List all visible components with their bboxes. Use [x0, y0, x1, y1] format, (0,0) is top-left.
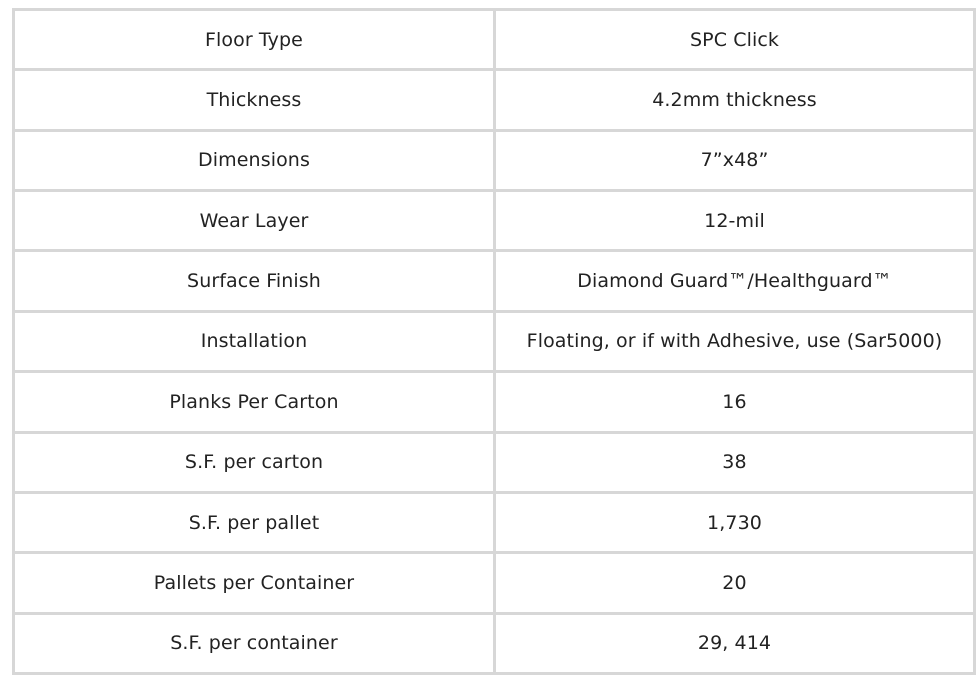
row-value: 20 — [495, 553, 975, 613]
row-value: 7”x48” — [495, 130, 975, 190]
row-label: Surface Finish — [14, 251, 495, 311]
row-label: Installation — [14, 311, 495, 371]
spec-table-body — [14, 10, 975, 674]
row-label: Pallets per Container — [14, 553, 495, 613]
table-row-sf-per-carton — [14, 432, 975, 492]
row-value: 1,730 — [495, 492, 975, 552]
table-row-thickness — [14, 70, 975, 130]
row-value: 29, 414 — [495, 613, 975, 673]
row-value: SPC Click — [495, 10, 975, 70]
table-row-installation — [14, 311, 975, 371]
row-label: Planks Per Carton — [14, 372, 495, 432]
row-value: 38 — [495, 432, 975, 492]
spec-table — [12, 8, 976, 675]
row-label: Floor Type — [14, 10, 495, 70]
row-label: S.F. per carton — [14, 432, 495, 492]
table-row-pallets-per-container — [14, 553, 975, 613]
table-row-planks-per-carton — [14, 372, 975, 432]
table-row-sf-per-container — [14, 613, 975, 673]
row-value: Floating, or if with Adhesive, use (Sar5000) — [495, 311, 975, 371]
table-row-wear-layer — [14, 191, 975, 251]
row-label: S.F. per pallet — [14, 492, 495, 552]
table-row-floor-type — [14, 10, 975, 70]
row-value: 16 — [495, 372, 975, 432]
row-label: Thickness — [14, 70, 495, 130]
table-row-surface-finish — [14, 251, 975, 311]
table-row-sf-per-pallet — [14, 492, 975, 552]
table-row-dimensions — [14, 130, 975, 190]
row-value: Diamond Guard™/Healthguard™ — [495, 251, 975, 311]
row-label: Dimensions — [14, 130, 495, 190]
row-value: 4.2mm thickness — [495, 70, 975, 130]
row-label: Wear Layer — [14, 191, 495, 251]
row-label: S.F. per container — [14, 613, 495, 673]
row-value: 12-mil — [495, 191, 975, 251]
